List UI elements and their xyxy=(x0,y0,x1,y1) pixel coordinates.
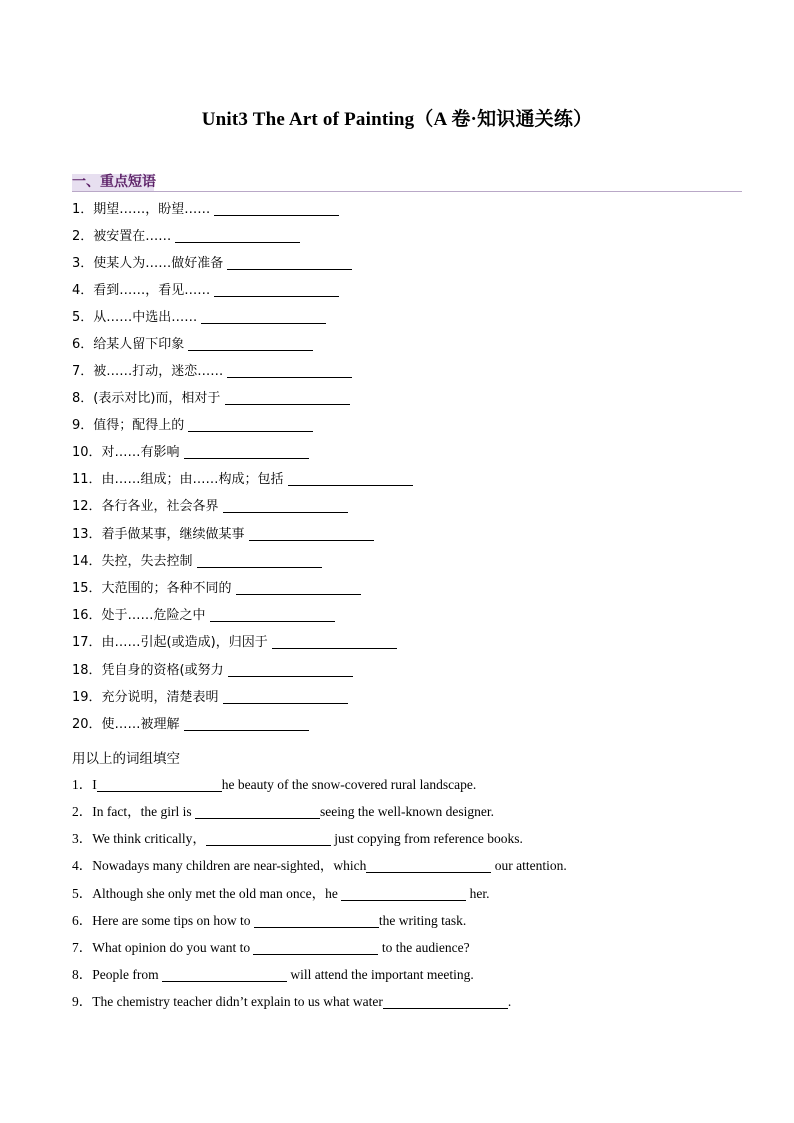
phrase-item xyxy=(72,363,352,380)
item-number: 6． xyxy=(72,337,94,352)
answer-blank[interactable] xyxy=(228,662,353,677)
sentence-start: People from xyxy=(92,967,162,982)
exercise-item xyxy=(72,993,511,1010)
phrase-item xyxy=(72,390,350,407)
answer-blank[interactable] xyxy=(366,858,491,873)
exercise-item xyxy=(72,857,567,874)
phrase-item xyxy=(72,553,322,570)
item-number: 18． xyxy=(72,663,102,678)
phrase-text: (表示对比)而，相对于 xyxy=(93,391,225,406)
answer-blank[interactable] xyxy=(236,580,361,595)
phrase-text: 凭自身的资格(或努力 xyxy=(101,663,228,678)
sentence-end: seeing the well-known designer. xyxy=(319,804,494,819)
item-number: 2． xyxy=(72,804,93,819)
section-heading-text: 一、重点短语 xyxy=(72,174,156,190)
answer-blank[interactable] xyxy=(188,417,313,432)
phrase-item xyxy=(72,526,374,543)
answer-blank[interactable] xyxy=(223,498,348,513)
answer-blank[interactable] xyxy=(214,201,339,216)
item-number: 15． xyxy=(72,581,102,596)
phrase-text: 大范围的；各种不同的 xyxy=(101,581,236,596)
answer-blank[interactable] xyxy=(195,804,320,819)
exercise-item xyxy=(72,885,489,902)
section-heading-key-phrases xyxy=(72,174,742,192)
sentence-end: to the audience? xyxy=(378,940,470,955)
phrase-item xyxy=(72,309,326,326)
item-number: 1． xyxy=(72,202,94,217)
item-number: 4． xyxy=(72,283,94,298)
exercise-item xyxy=(72,912,466,929)
answer-blank[interactable] xyxy=(227,255,352,270)
phrase-item xyxy=(72,716,309,733)
item-number: 16． xyxy=(72,608,102,623)
answer-blank[interactable] xyxy=(97,777,222,792)
item-number: 5． xyxy=(72,886,93,901)
phrase-item xyxy=(72,282,339,299)
item-number: 12． xyxy=(72,499,102,514)
sentence-end: will attend the important meeting. xyxy=(287,967,474,982)
phrase-item xyxy=(72,201,339,218)
phrase-item xyxy=(72,498,348,515)
item-number: 3． xyxy=(72,256,94,271)
phrase-text: 使某人为……做好准备 xyxy=(93,256,228,271)
phrase-text: 被安置在…… xyxy=(93,229,176,244)
sentence-start: I xyxy=(92,777,97,792)
exercise-item xyxy=(72,830,523,847)
sentence-start: In fact，the girl is xyxy=(92,804,195,819)
exercise-item xyxy=(72,803,494,820)
phrase-text: 从……中选出…… xyxy=(93,310,202,325)
phrase-item xyxy=(72,471,413,488)
sentence-start: Here are some tips on how to xyxy=(92,913,254,928)
phrase-item xyxy=(72,228,300,245)
phrase-item xyxy=(72,444,309,461)
phrase-text: 处于……危险之中 xyxy=(101,608,210,623)
phrase-text: 失控，失去控制 xyxy=(101,554,197,569)
answer-blank[interactable] xyxy=(288,471,413,486)
item-number: 7． xyxy=(72,940,93,955)
item-number: 4． xyxy=(72,858,93,873)
item-number: 20． xyxy=(72,717,102,732)
item-number: 17． xyxy=(72,635,102,650)
phrase-item xyxy=(72,580,361,597)
phrase-text: 值得；配得上的 xyxy=(93,418,189,433)
phrase-text: 期望……，盼望…… xyxy=(93,202,215,217)
phrase-text: 充分说明，清楚表明 xyxy=(101,690,223,705)
answer-blank[interactable] xyxy=(184,444,309,459)
item-number: 1． xyxy=(72,777,93,792)
item-number: 14． xyxy=(72,554,102,569)
phrase-text: 对……有影响 xyxy=(101,445,184,460)
item-number: 6． xyxy=(72,913,93,928)
phrase-text: 被……打动，迷恋…… xyxy=(93,364,228,379)
answer-blank[interactable] xyxy=(210,607,335,622)
answer-blank[interactable] xyxy=(225,390,350,405)
answer-blank[interactable] xyxy=(197,553,322,568)
answer-blank[interactable] xyxy=(249,526,374,541)
sentence-end: he beauty of the snow-covered rural landscape. xyxy=(221,777,477,792)
sentence-end: just copying from reference books. xyxy=(330,831,523,846)
answer-blank[interactable] xyxy=(254,913,379,928)
answer-blank[interactable] xyxy=(188,336,313,351)
item-number: 19． xyxy=(72,690,102,705)
phrase-item xyxy=(72,417,313,434)
exercise-item xyxy=(72,966,474,983)
sentence-start: The chemistry teacher didn’t explain to us what water xyxy=(92,994,383,1009)
answer-blank[interactable] xyxy=(175,228,300,243)
item-number: 5． xyxy=(72,310,94,325)
phrase-text: 各行各业，社会各界 xyxy=(101,499,223,514)
item-number: 9． xyxy=(72,418,94,433)
phrase-item xyxy=(72,662,353,679)
answer-blank[interactable] xyxy=(272,634,397,649)
phrase-text: 着手做某事，继续做某事 xyxy=(101,527,249,542)
sentence-start: Although she only met the old man once，he xyxy=(92,886,342,901)
answer-blank[interactable] xyxy=(383,994,508,1009)
sentence-start: Nowadays many children are near-sighted，which xyxy=(92,858,367,873)
answer-blank[interactable] xyxy=(214,282,339,297)
sentence-start: What opinion do you want to xyxy=(92,940,254,955)
item-number: 9． xyxy=(72,994,93,1009)
item-number: 7． xyxy=(72,364,94,379)
page-title: Unit3 The Art of Painting（A 卷·知识通关练） xyxy=(201,109,593,130)
answer-blank[interactable] xyxy=(253,940,378,955)
phrase-item xyxy=(72,634,397,651)
phrase-text: 给某人留下印象 xyxy=(93,337,189,352)
item-number: 10． xyxy=(72,445,102,460)
phrase-item xyxy=(72,336,313,353)
phrase-text: 由……引起(或造成)，归因于 xyxy=(101,635,272,650)
item-number: 11． xyxy=(72,472,102,487)
answer-blank[interactable] xyxy=(227,363,352,378)
sentence-start: We think critically， xyxy=(92,831,206,846)
item-number: 2． xyxy=(72,229,94,244)
phrase-text: 看到……，看见…… xyxy=(93,283,215,298)
answer-blank[interactable] xyxy=(201,309,326,324)
heading-underline xyxy=(72,191,742,192)
exercise-item xyxy=(72,939,470,956)
sentence-end: our attention. xyxy=(491,858,567,873)
exercise-heading: 用以上的词组填空 xyxy=(72,751,180,767)
phrase-text: 由……组成；由……构成；包括 xyxy=(101,472,288,487)
sentence-end: the writing task. xyxy=(378,913,467,928)
phrase-item xyxy=(72,255,352,272)
item-number: 13． xyxy=(72,527,102,542)
answer-blank[interactable] xyxy=(184,716,309,731)
phrase-item xyxy=(72,689,348,706)
phrase-item xyxy=(72,607,335,624)
phrase-text: 使……被理解 xyxy=(101,717,184,732)
answer-blank[interactable] xyxy=(162,967,287,982)
item-number: 8． xyxy=(72,967,93,982)
sentence-end: her. xyxy=(466,886,490,901)
answer-blank[interactable] xyxy=(206,831,331,846)
item-number: 3． xyxy=(72,831,93,846)
answer-blank[interactable] xyxy=(223,689,348,704)
item-number: 8． xyxy=(72,391,94,406)
exercise-item xyxy=(72,776,476,793)
sentence-end: . xyxy=(507,994,512,1009)
answer-blank[interactable] xyxy=(341,886,466,901)
